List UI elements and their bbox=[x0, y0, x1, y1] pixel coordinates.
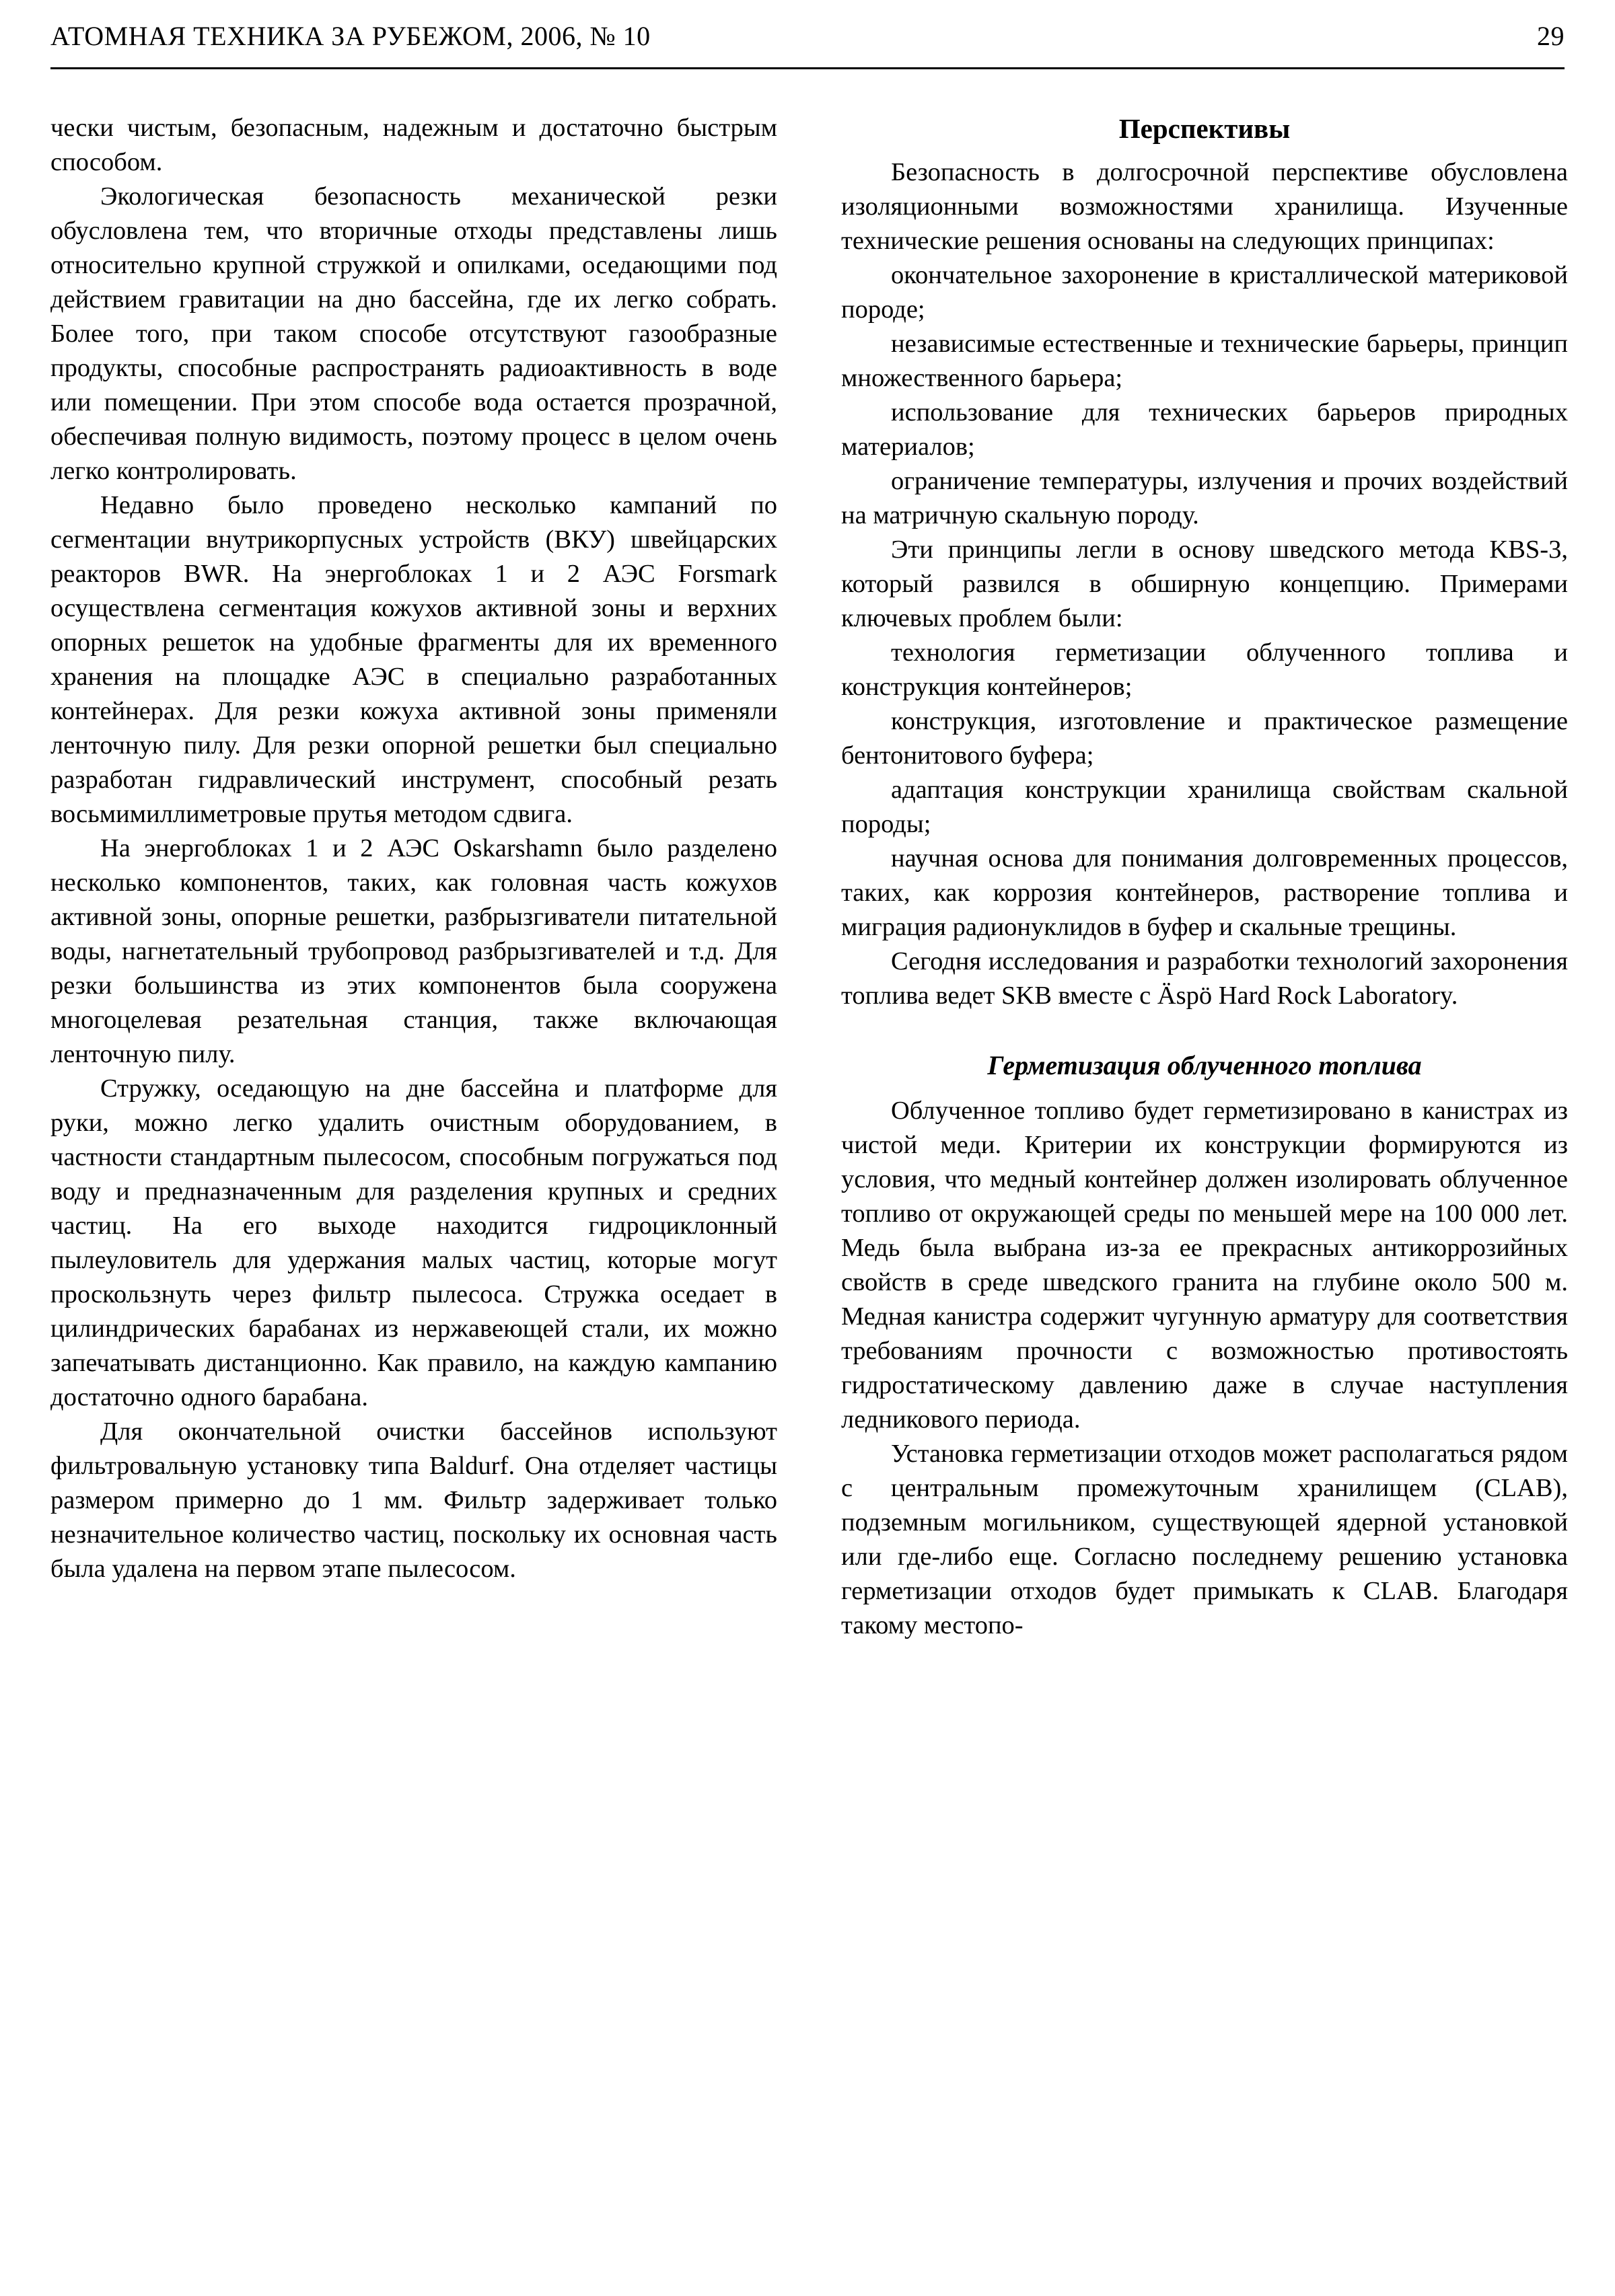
list-item: ограничение температуры, излучения и прочих воздействий на матричную скальную породу. bbox=[841, 467, 1568, 529]
list-item: конструкция, изготовление и практическое размещение бентонитового буфера; bbox=[841, 707, 1568, 770]
left-column bbox=[50, 111, 777, 1643]
section-heading: Перспективы bbox=[1118, 113, 1291, 144]
journal-title: АТОМНАЯ ТЕХНИКА ЗА РУБЕЖОМ, 2006, № 10 bbox=[50, 21, 651, 51]
paragraph: Недавно было проведено несколько кампаний по сегментации внутрикорпусных устройств (ВКУ) швейцарских реакторов BWR. На энергоблоках 1 и 2 АЭС Forsmark осуществлена сегментация кожухов активной зоны и верхних опорных решеток на удобные фрагменты для их временного хранения на площадке АЭС в специально разработанных контейнерах. Для резки кожуха активной зоны применяли ленточную пилу. Для резки опорной решетки был специально разработан гидравлический инструмент, способный резать восьмимиллиметровые прутья методом сдвига. bbox=[50, 491, 777, 828]
paragraph: Стружку, оседающую на дне бассейна и платформе для руки, можно легко удалить очистным оборудованием, в частности стандартным пылесосом, способным погружаться под воду и предназначенным для разделения крупных и средних частиц. На его выходе находится гидроциклонный пылеуловитель для удержания малых частиц, которые могут проскользнуть через фильтр пылесоса. Стружка оседает в цилиндрических барабанах из нержавеющей стали, их можно запечатывать дистанционно. Как правило, на каждую кампанию достаточно одного барабана. bbox=[50, 1074, 777, 1411]
paragraph: Установка герметизации отходов может располагаться рядом с центральным промежуточным хранилищем (CLAB), подземным могильником, существующей ядерной установкой или где-либо еще. Согласно последнему решению установка герметизации отходов будет примыкать к CLAB. Благодаря такому местопо- bbox=[841, 1440, 1568, 1639]
paragraph: Эти принципы легли в основу шведского метода KBS-3, который развился в обширную концепцию. Примерами ключевых проблем были: bbox=[841, 535, 1568, 632]
right-column bbox=[841, 111, 1568, 1643]
subsection-heading: Герметизация облученного топлива bbox=[987, 1050, 1422, 1080]
two-column-body bbox=[50, 111, 1568, 1643]
paragraph: Безопасность в долгосрочной перспективе обусловлена изоляционными возможностями хранилища. Изученные технические решения основаны на следующих принципах: bbox=[841, 158, 1568, 255]
list-item: использование для технических барьеров природных материалов; bbox=[841, 398, 1568, 461]
page-header bbox=[50, 20, 1565, 52]
list-item: научная основа для понимания долговременных процессов, таких, как коррозия контейнеров, растворение топлива и миграция радионуклидов в буфер и скальные трещины. bbox=[841, 844, 1568, 941]
paragraph: Сегодня исследования и разработки технологий захоронения топлива ведет SKB вместе с Äspö Hard Rock Laboratory. bbox=[841, 947, 1568, 1010]
paragraph: Для окончательной очистки бассейнов используют фильтровальную установку типа Baldurf. Она отделяет частицы размером примерно до 1 мм. Фильтр задерживает только незначительное количество частиц, поскольку их основная часть была удалена на первом этапе пылесосом. bbox=[50, 1417, 777, 1583]
paragraph: Облученное топливо будет герметизировано в канистрах из чистой меди. Критерии их конструкции формируются из условия, что медный контейнер должен изолировать облученное топливо от окружающей среды по меньшей мере на 100 000 лет. Медь была выбрана из-за ее прекрасных антикоррозийных свойств в среде шведского гранита на глубине около 500 м. Медная канистра содержит чугунную арматуру для соответствия требованиям прочности с возможностью противостоять гидростатическому давлению даже в случае наступления ледникового периода. bbox=[841, 1097, 1568, 1434]
page-number: 29 bbox=[1537, 21, 1565, 51]
list-item: окончательное захоронение в кристаллической материковой породе; bbox=[841, 261, 1568, 324]
list-item: независимые естественные и технические барьеры, принцип множественного барьера; bbox=[841, 330, 1568, 392]
header-divider bbox=[50, 67, 1565, 69]
paragraph: На энергоблоках 1 и 2 АЭС Oskarshamn было разделено несколько компонентов, таких, как головная часть кожухов активной зоны, опорные решетки, разбрызгиватели питательной воды, нагнетательный трубопровод разбрызгивателей и т.д. Для резки большинства из этих компонентов была сооружена многоцелевая резательная станция, также включающая ленточную пилу. bbox=[50, 834, 777, 1068]
list-item: технология герметизации облученного топлива и конструкция контейнеров; bbox=[841, 638, 1568, 701]
paragraph: чески чистым, безопасным, надежным и достаточно быстрым способом. bbox=[50, 114, 777, 176]
list-item: адаптация конструкции хранилища свойствам скальной породы; bbox=[841, 776, 1568, 838]
paragraph: Экологическая безопасность механической резки обусловлена тем, что вторичные отходы представлены лишь относительно крупной стружкой и опилками, оседающими под действием гравитации на дно бассейна, где их легко собрать. Более того, при таком способе отсутствуют газообразные продукты, способные распространять радиоактивность в воде или помещении. При этом способе вода остается прозрачной, обеспечивая полную видимость, поэтому процесс в целом очень легко контролировать. bbox=[50, 182, 777, 485]
